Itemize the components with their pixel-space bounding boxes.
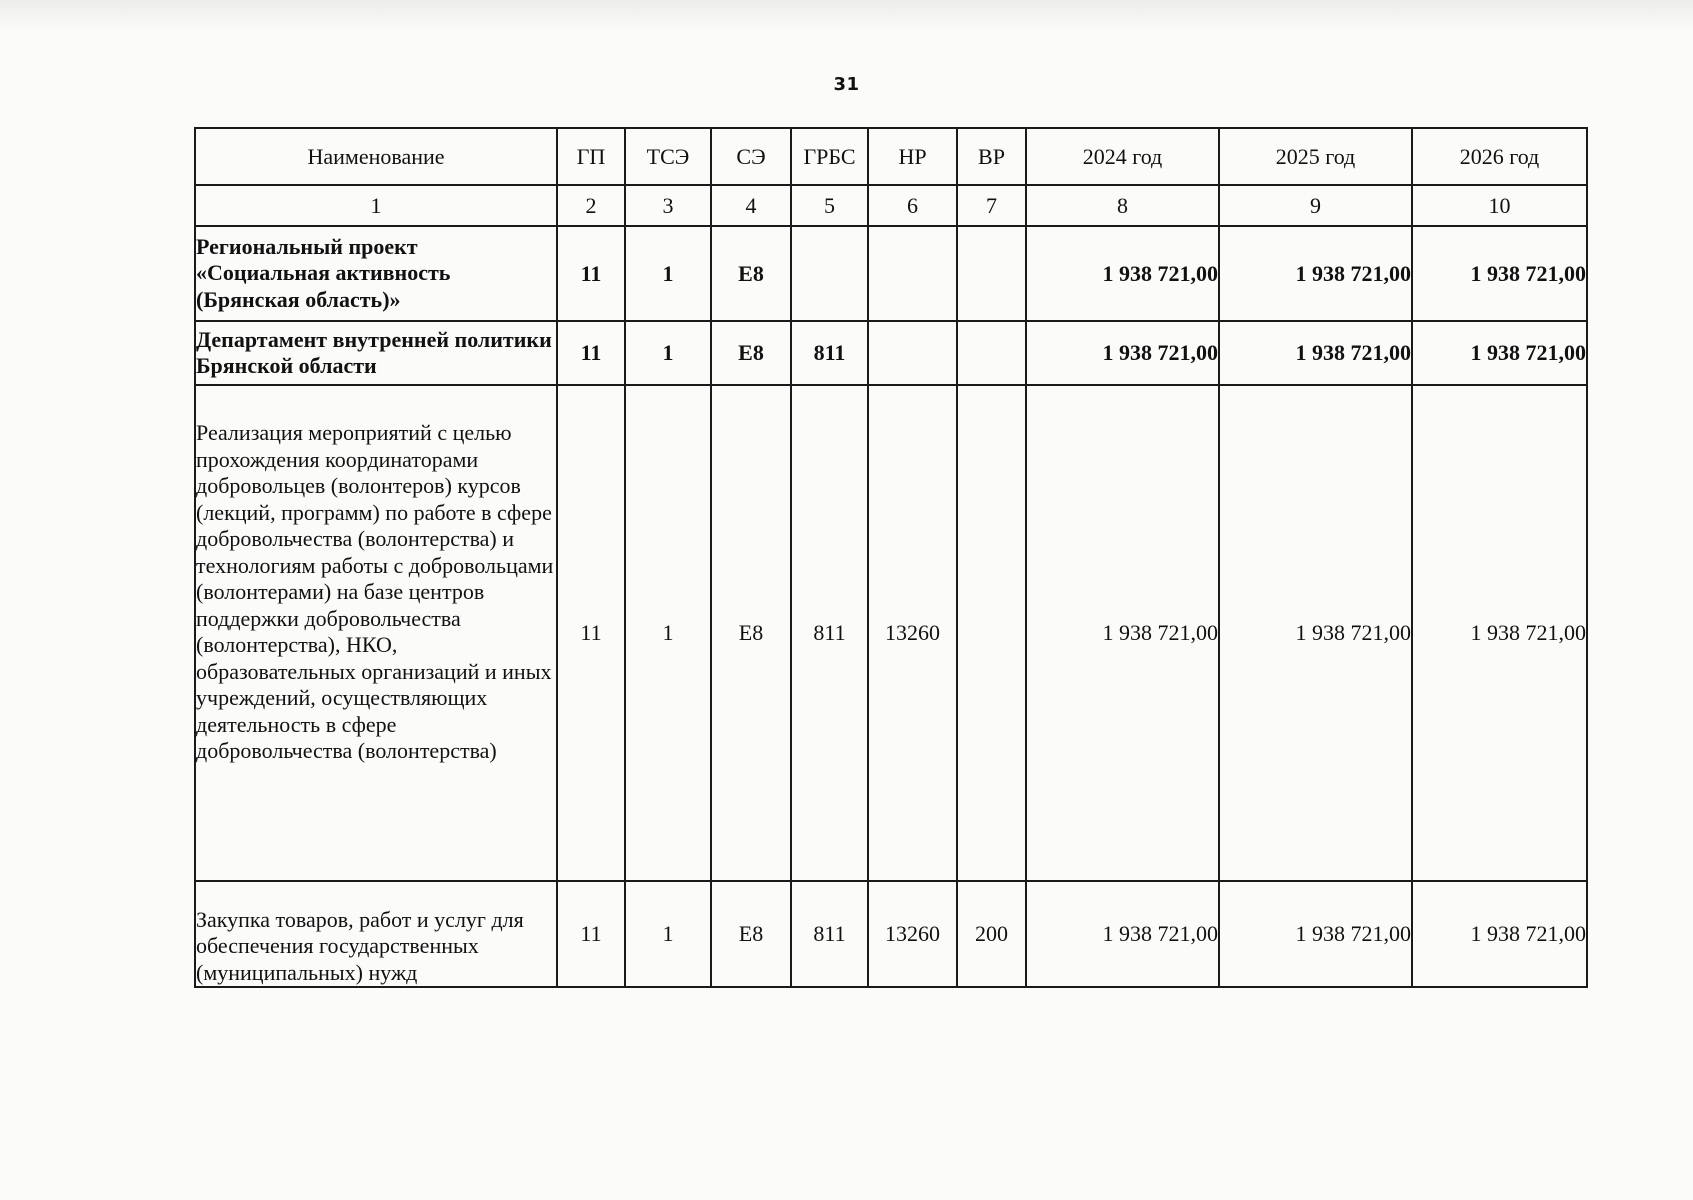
row-grbs: 811 [791,385,868,881]
row-amount-2026: 1 938 721,00 [1412,226,1587,321]
row-nr: 13260 [868,385,957,881]
column-number: 1 [195,185,557,226]
row-amount-2025: 1 938 721,00 [1219,321,1412,385]
row-tse: 1 [625,881,711,987]
row-gp: 11 [557,226,625,321]
row-name: Реализация мероприятий с целью прохождения координаторами добровольцев (волонтеров) курсов (лекций, программ) по работе в сфере добровольчества (волонтерства) и технологиям работы с добровольцами (волонтерами) на базе центров поддержки добровольчества (волонтерства), НКО, образовательных организаций и иных учреждений, осуществляющих деятельность в сфере добровольчества (волонтерства) [195,385,557,881]
header-name: Наименование [195,128,557,185]
row-amount-2026: 1 938 721,00 [1412,321,1587,385]
page-number: 31 [833,74,860,95]
row-grbs [791,226,868,321]
row-gp: 11 [557,385,625,881]
header-2026: 2026 год [1412,128,1587,185]
column-number: 4 [711,185,791,226]
header-gp: ГП [557,128,625,185]
row-vr [957,385,1026,881]
column-number-row [195,185,1587,226]
row-tse: 1 [625,385,711,881]
table-row-measure [195,385,1587,881]
row-amount-2026: 1 938 721,00 [1412,385,1587,881]
column-number: 5 [791,185,868,226]
scan-shadow [0,0,1693,30]
row-nr: 13260 [868,881,957,987]
table-row-department [195,321,1587,385]
header-nr: НР [868,128,957,185]
column-number: 7 [957,185,1026,226]
column-number: 10 [1412,185,1587,226]
budget-table [194,127,1588,988]
row-name: Региональный проект «Социальная активность (Брянская область)» [195,226,557,321]
row-amount-2024: 1 938 721,00 [1026,321,1219,385]
row-se: E8 [711,226,791,321]
row-amount-2025: 1 938 721,00 [1219,385,1412,881]
row-grbs: 811 [791,881,868,987]
column-number: 2 [557,185,625,226]
row-amount-2025: 1 938 721,00 [1219,881,1412,987]
row-amount-2024: 1 938 721,00 [1026,881,1219,987]
row-amount-2024: 1 938 721,00 [1026,226,1219,321]
header-2024: 2024 год [1026,128,1219,185]
row-name: Департамент внутренней политики Брянской области [195,321,557,385]
table-row-purchase [195,881,1587,987]
row-name: Закупка товаров, работ и услуг для обеспечения государственных (муниципальных) нужд [195,881,557,987]
row-grbs: 811 [791,321,868,385]
row-amount-2025: 1 938 721,00 [1219,226,1412,321]
row-amount-2026: 1 938 721,00 [1412,881,1587,987]
table-row-regional-project [195,226,1587,321]
row-se: E8 [711,321,791,385]
column-number: 3 [625,185,711,226]
header-tse: ТСЭ [625,128,711,185]
row-vr [957,226,1026,321]
header-se: СЭ [711,128,791,185]
header-row [195,128,1587,185]
row-se: E8 [711,385,791,881]
row-gp: 11 [557,881,625,987]
header-grbs: ГРБС [791,128,868,185]
row-tse: 1 [625,226,711,321]
row-tse: 1 [625,321,711,385]
row-vr [957,321,1026,385]
header-2025: 2025 год [1219,128,1412,185]
row-nr [868,226,957,321]
row-gp: 11 [557,321,625,385]
row-se: E8 [711,881,791,987]
header-vr: ВР [957,128,1026,185]
column-number: 9 [1219,185,1412,226]
column-number: 6 [868,185,957,226]
column-number: 8 [1026,185,1219,226]
row-vr: 200 [957,881,1026,987]
row-amount-2024: 1 938 721,00 [1026,385,1219,881]
row-nr [868,321,957,385]
